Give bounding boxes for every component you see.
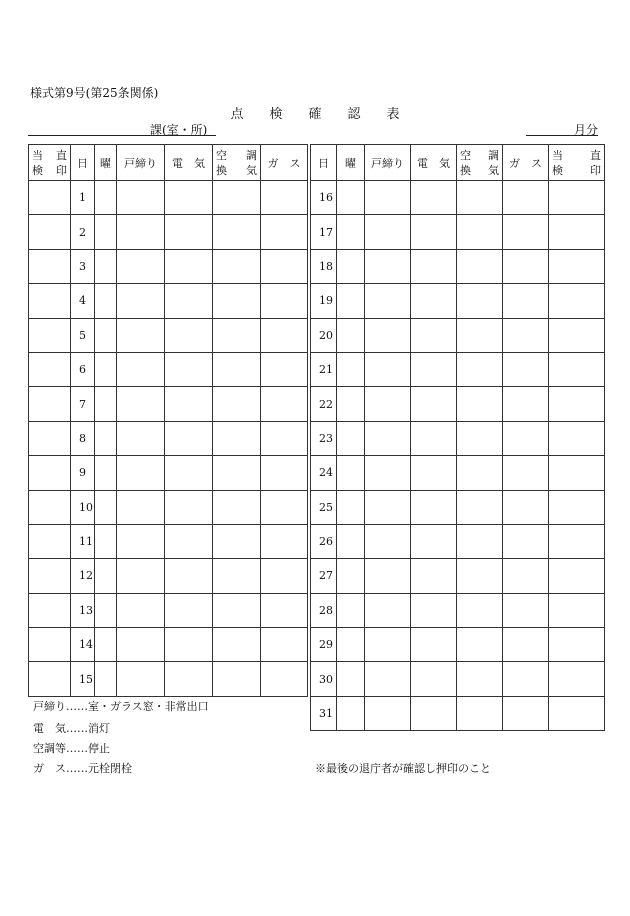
entry-cell[interactable]	[29, 215, 71, 249]
entry-cell[interactable]	[29, 456, 71, 490]
kencho-header-line2: 検 印	[32, 163, 67, 177]
entry-cell[interactable]	[365, 593, 411, 627]
entry-cell[interactable]	[29, 249, 71, 283]
entry-cell[interactable]	[457, 421, 503, 455]
entry-cell[interactable]	[261, 284, 308, 318]
entry-cell[interactable]	[261, 215, 308, 249]
table-row	[29, 490, 308, 524]
ac-header-line2: 換 気	[460, 163, 499, 177]
entry-cell[interactable]	[117, 318, 165, 352]
entry-cell[interactable]	[365, 490, 411, 524]
entry-cell[interactable]	[549, 696, 605, 730]
day-number: 12	[71, 559, 95, 593]
entry-cell[interactable]	[457, 593, 503, 627]
table-row	[29, 387, 308, 421]
entry-cell[interactable]	[457, 249, 503, 283]
entry-cell[interactable]	[411, 628, 457, 662]
entry-cell[interactable]	[29, 593, 71, 627]
table-row	[311, 524, 605, 558]
day-number: 2	[71, 215, 95, 249]
day-number: 18	[311, 249, 337, 283]
entry-cell[interactable]	[411, 318, 457, 352]
kencho-header	[549, 145, 605, 181]
day-number: 19	[311, 284, 337, 318]
table-row	[29, 421, 308, 455]
day-number: 9	[71, 456, 95, 490]
entry-cell[interactable]	[503, 284, 549, 318]
day-header: 日	[71, 145, 95, 181]
table-row	[311, 387, 605, 421]
entry-cell[interactable]	[337, 284, 365, 318]
table-row	[311, 559, 605, 593]
entry-cell[interactable]	[213, 181, 261, 215]
entry-cell[interactable]	[213, 628, 261, 662]
entry-cell[interactable]	[261, 318, 308, 352]
day-number: 28	[311, 593, 337, 627]
table-row	[311, 696, 605, 730]
day-number: 13	[71, 593, 95, 627]
entry-cell[interactable]	[365, 628, 411, 662]
entry-cell[interactable]	[261, 490, 308, 524]
entry-cell[interactable]	[503, 662, 549, 696]
day-number: 16	[311, 181, 337, 215]
ac-header-line1: 空 調	[216, 148, 257, 162]
entry-cell[interactable]	[29, 490, 71, 524]
entry-cell[interactable]	[503, 524, 549, 558]
day-number: 30	[311, 662, 337, 696]
entry-cell[interactable]	[457, 490, 503, 524]
entry-cell[interactable]	[457, 628, 503, 662]
entry-cell[interactable]	[117, 387, 165, 421]
entry-cell[interactable]	[411, 352, 457, 386]
entry-cell[interactable]	[337, 318, 365, 352]
entry-cell[interactable]	[503, 249, 549, 283]
day-number: 20	[311, 318, 337, 352]
day-number: 22	[311, 387, 337, 421]
entry-cell[interactable]	[549, 421, 605, 455]
entry-cell[interactable]	[261, 421, 308, 455]
lock-header: 戸締り	[365, 145, 411, 181]
day-number: 25	[311, 490, 337, 524]
table-row	[29, 284, 308, 318]
entry-cell[interactable]	[411, 559, 457, 593]
table-row	[311, 490, 605, 524]
day-number: 11	[71, 524, 95, 558]
entry-cell[interactable]	[95, 181, 117, 215]
entry-cell[interactable]	[365, 524, 411, 558]
table-row	[311, 249, 605, 283]
entry-cell[interactable]	[411, 662, 457, 696]
entry-cell[interactable]	[411, 181, 457, 215]
entry-cell[interactable]	[549, 559, 605, 593]
entry-cell[interactable]	[549, 593, 605, 627]
right-header-row	[311, 145, 605, 181]
left-header-row	[29, 145, 308, 181]
entry-cell[interactable]	[117, 490, 165, 524]
entry-cell[interactable]	[95, 387, 117, 421]
entry-cell[interactable]	[117, 593, 165, 627]
table-row	[29, 662, 308, 696]
entry-cell[interactable]	[29, 387, 71, 421]
weekday-header: 曜	[337, 145, 365, 181]
entry-cell[interactable]	[261, 456, 308, 490]
entry-cell[interactable]	[261, 352, 308, 386]
entry-cell[interactable]	[365, 215, 411, 249]
entry-cell[interactable]	[337, 249, 365, 283]
table-row	[29, 524, 308, 558]
entry-cell[interactable]	[411, 490, 457, 524]
entry-cell[interactable]	[117, 421, 165, 455]
entry-cell[interactable]	[213, 284, 261, 318]
weekday-header: 曜	[95, 145, 117, 181]
form-number: 様式第9号(第25条関係)	[30, 86, 159, 100]
entry-cell[interactable]	[165, 456, 213, 490]
entry-cell[interactable]	[457, 387, 503, 421]
table-row	[311, 628, 605, 662]
day-number: 21	[311, 352, 337, 386]
entry-cell[interactable]	[457, 559, 503, 593]
entry-cell[interactable]	[549, 524, 605, 558]
day-number: 27	[311, 559, 337, 593]
entry-cell[interactable]	[165, 662, 213, 696]
table-row	[311, 181, 605, 215]
entry-cell[interactable]	[165, 249, 213, 283]
entry-cell[interactable]	[457, 352, 503, 386]
entry-cell[interactable]	[165, 318, 213, 352]
electric-header: 電 気	[411, 145, 457, 181]
table-row	[29, 318, 308, 352]
entry-cell[interactable]	[165, 387, 213, 421]
right-check-table	[310, 144, 605, 731]
entry-cell[interactable]	[261, 559, 308, 593]
entry-cell[interactable]	[95, 421, 117, 455]
entry-cell[interactable]	[213, 387, 261, 421]
day-number: 10	[71, 490, 95, 524]
entry-cell[interactable]	[165, 215, 213, 249]
entry-cell[interactable]	[365, 387, 411, 421]
entry-cell[interactable]	[503, 318, 549, 352]
entry-cell[interactable]	[29, 318, 71, 352]
entry-cell[interactable]	[365, 249, 411, 283]
kencho-header-line1: 当 直	[552, 148, 601, 162]
entry-cell[interactable]	[337, 628, 365, 662]
entry-cell[interactable]	[337, 559, 365, 593]
note-lock: 戸締り……室・ガラス窓・非常出口	[33, 700, 209, 713]
day-header: 日	[311, 145, 337, 181]
table-row	[29, 628, 308, 662]
entry-cell[interactable]	[411, 284, 457, 318]
entry-cell[interactable]	[457, 696, 503, 730]
day-number: 4	[71, 284, 95, 318]
entry-cell[interactable]	[213, 352, 261, 386]
entry-cell[interactable]	[117, 249, 165, 283]
entry-cell[interactable]	[549, 215, 605, 249]
entry-cell[interactable]	[503, 490, 549, 524]
entry-cell[interactable]	[549, 249, 605, 283]
entry-cell[interactable]	[117, 456, 165, 490]
entry-cell[interactable]	[213, 249, 261, 283]
table-row	[29, 593, 308, 627]
note-ac: 空調等……停止	[33, 742, 110, 755]
table-row	[311, 318, 605, 352]
entry-cell[interactable]	[95, 215, 117, 249]
entry-cell[interactable]	[165, 284, 213, 318]
table-row	[311, 284, 605, 318]
day-number: 5	[71, 318, 95, 352]
entry-cell[interactable]	[213, 524, 261, 558]
day-number: 26	[311, 524, 337, 558]
table-row	[29, 559, 308, 593]
entry-cell[interactable]	[95, 524, 117, 558]
title-char: 確	[308, 107, 322, 122]
ac-header-line1: 空 調	[460, 148, 499, 162]
table-row	[29, 215, 308, 249]
entry-cell[interactable]	[29, 662, 71, 696]
day-number: 24	[311, 456, 337, 490]
day-number: 29	[311, 628, 337, 662]
entry-cell[interactable]	[261, 662, 308, 696]
title-char: 点	[230, 107, 244, 122]
entry-cell[interactable]	[213, 559, 261, 593]
note-gas: ガ ス……元栓閉栓	[33, 762, 132, 775]
entry-cell[interactable]	[261, 387, 308, 421]
entry-cell[interactable]	[337, 524, 365, 558]
entry-cell[interactable]	[117, 628, 165, 662]
entry-cell[interactable]	[95, 318, 117, 352]
entry-cell[interactable]	[29, 352, 71, 386]
entry-cell[interactable]	[549, 628, 605, 662]
title-char: 検	[269, 107, 283, 122]
entry-cell[interactable]	[365, 318, 411, 352]
entry-cell[interactable]	[95, 456, 117, 490]
entry-cell[interactable]	[117, 524, 165, 558]
entry-cell[interactable]	[503, 387, 549, 421]
left-check-table	[28, 144, 308, 697]
day-number: 8	[71, 421, 95, 455]
entry-cell[interactable]	[365, 662, 411, 696]
entry-cell[interactable]	[411, 387, 457, 421]
kencho-header	[29, 145, 71, 181]
ac-header	[213, 145, 261, 181]
entry-cell[interactable]	[365, 456, 411, 490]
gas-header: ガ ス	[261, 145, 308, 181]
entry-cell[interactable]	[95, 662, 117, 696]
table-row	[311, 421, 605, 455]
note-electric: 電 気……消灯	[33, 722, 110, 735]
entry-cell[interactable]	[549, 284, 605, 318]
entry-cell[interactable]	[365, 181, 411, 215]
table-row	[311, 456, 605, 490]
entry-cell[interactable]	[165, 628, 213, 662]
department-label: 課(室・所)	[150, 123, 208, 137]
entry-cell[interactable]	[457, 524, 503, 558]
entry-cell[interactable]	[261, 181, 308, 215]
entry-cell[interactable]	[457, 284, 503, 318]
entry-cell[interactable]	[337, 352, 365, 386]
entry-cell[interactable]	[503, 181, 549, 215]
entry-cell[interactable]	[213, 662, 261, 696]
entry-cell[interactable]	[261, 524, 308, 558]
kencho-header-line2: 検 印	[552, 163, 601, 177]
entry-cell[interactable]	[117, 559, 165, 593]
entry-cell[interactable]	[365, 559, 411, 593]
entry-cell[interactable]	[503, 559, 549, 593]
entry-cell[interactable]	[165, 524, 213, 558]
day-number: 31	[311, 696, 337, 730]
entry-cell[interactable]	[549, 352, 605, 386]
entry-cell[interactable]	[411, 524, 457, 558]
ac-header	[457, 145, 503, 181]
title-char: 表	[386, 107, 400, 122]
entry-cell[interactable]	[29, 421, 71, 455]
entry-cell[interactable]	[411, 456, 457, 490]
entry-cell[interactable]	[503, 421, 549, 455]
entry-cell[interactable]	[165, 490, 213, 524]
table-row	[311, 662, 605, 696]
entry-cell[interactable]	[549, 387, 605, 421]
title-char: 認	[347, 107, 361, 122]
entry-cell[interactable]	[503, 593, 549, 627]
entry-cell[interactable]	[165, 181, 213, 215]
entry-cell[interactable]	[337, 696, 365, 730]
entry-cell[interactable]	[457, 662, 503, 696]
month-label: 月分	[574, 123, 599, 137]
entry-cell[interactable]	[261, 249, 308, 283]
entry-cell[interactable]	[213, 215, 261, 249]
entry-cell[interactable]	[95, 352, 117, 386]
entry-cell[interactable]	[165, 421, 213, 455]
gas-header: ガ ス	[503, 145, 549, 181]
entry-cell[interactable]	[95, 559, 117, 593]
entry-cell[interactable]	[165, 559, 213, 593]
entry-cell[interactable]	[29, 284, 71, 318]
entry-cell[interactable]	[29, 181, 71, 215]
entry-cell[interactable]	[29, 524, 71, 558]
entry-cell[interactable]	[165, 352, 213, 386]
day-number: 15	[71, 662, 95, 696]
entry-cell[interactable]	[549, 490, 605, 524]
entry-cell[interactable]	[165, 593, 213, 627]
entry-cell[interactable]	[117, 181, 165, 215]
day-number: 3	[71, 249, 95, 283]
entry-cell[interactable]	[95, 284, 117, 318]
entry-cell[interactable]	[337, 456, 365, 490]
entry-cell[interactable]	[29, 559, 71, 593]
entry-cell[interactable]	[549, 662, 605, 696]
entry-cell[interactable]	[549, 318, 605, 352]
entry-cell[interactable]	[213, 593, 261, 627]
entry-cell[interactable]	[337, 387, 365, 421]
entry-cell[interactable]	[95, 593, 117, 627]
entry-cell[interactable]	[457, 181, 503, 215]
entry-cell[interactable]	[411, 215, 457, 249]
entry-cell[interactable]	[365, 421, 411, 455]
entry-cell[interactable]	[549, 456, 605, 490]
entry-cell[interactable]	[95, 249, 117, 283]
day-number: 7	[71, 387, 95, 421]
entry-cell[interactable]	[411, 696, 457, 730]
day-number: 14	[71, 628, 95, 662]
table-row	[29, 456, 308, 490]
entry-cell[interactable]	[457, 318, 503, 352]
entry-cell[interactable]	[117, 215, 165, 249]
entry-cell[interactable]	[29, 628, 71, 662]
electric-header: 電 気	[165, 145, 213, 181]
entry-cell[interactable]	[337, 490, 365, 524]
entry-cell[interactable]	[503, 215, 549, 249]
entry-cell[interactable]	[411, 249, 457, 283]
table-row	[311, 352, 605, 386]
entry-cell[interactable]	[337, 662, 365, 696]
table-row	[311, 215, 605, 249]
entry-cell[interactable]	[365, 696, 411, 730]
entry-cell[interactable]	[503, 696, 549, 730]
day-number: 6	[71, 352, 95, 386]
entry-cell[interactable]	[117, 284, 165, 318]
entry-cell[interactable]	[411, 593, 457, 627]
entry-cell[interactable]	[337, 421, 365, 455]
footnote: ※最後の退庁者が確認し押印のこと	[315, 762, 491, 775]
entry-cell[interactable]	[117, 662, 165, 696]
entry-cell[interactable]	[411, 421, 457, 455]
kencho-header-line1: 当 直	[32, 148, 67, 162]
entry-cell[interactable]	[337, 181, 365, 215]
entry-cell[interactable]	[95, 490, 117, 524]
entry-cell[interactable]	[365, 284, 411, 318]
day-number: 23	[311, 421, 337, 455]
entry-cell[interactable]	[457, 215, 503, 249]
entry-cell[interactable]	[365, 352, 411, 386]
entry-cell[interactable]	[457, 456, 503, 490]
entry-cell[interactable]	[261, 593, 308, 627]
entry-cell[interactable]	[503, 456, 549, 490]
entry-cell[interactable]	[337, 215, 365, 249]
table-row	[311, 593, 605, 627]
entry-cell[interactable]	[213, 490, 261, 524]
table-row	[29, 352, 308, 386]
entry-cell[interactable]	[117, 352, 165, 386]
entry-cell[interactable]	[503, 628, 549, 662]
entry-cell[interactable]	[213, 421, 261, 455]
lock-header: 戸締り	[117, 145, 165, 181]
entry-cell[interactable]	[503, 352, 549, 386]
entry-cell[interactable]	[337, 593, 365, 627]
day-number: 17	[311, 215, 337, 249]
entry-cell[interactable]	[261, 628, 308, 662]
entry-cell[interactable]	[213, 318, 261, 352]
table-row	[29, 249, 308, 283]
entry-cell[interactable]	[213, 456, 261, 490]
entry-cell[interactable]	[549, 181, 605, 215]
table-row	[29, 181, 308, 215]
day-number: 1	[71, 181, 95, 215]
entry-cell[interactable]	[95, 628, 117, 662]
ac-header-line2: 換 気	[216, 163, 257, 177]
